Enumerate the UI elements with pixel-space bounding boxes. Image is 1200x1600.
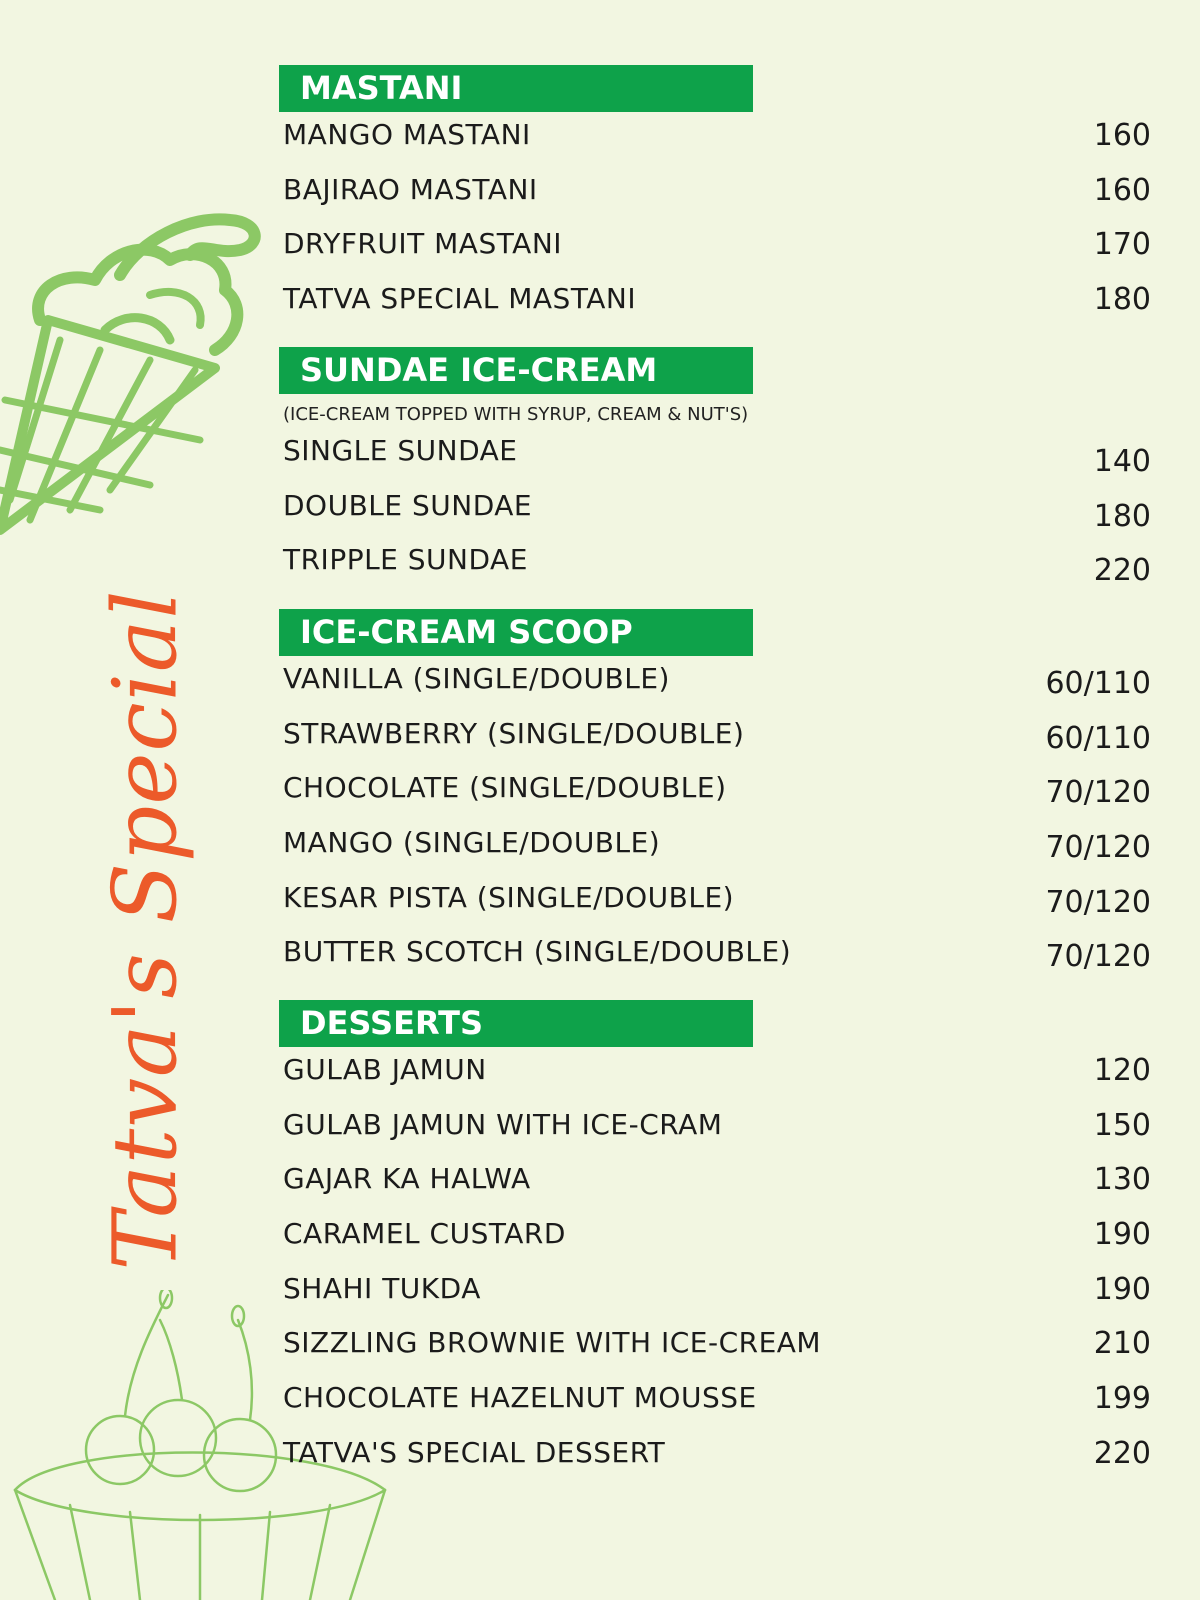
section-header: MASTANI — [279, 65, 753, 112]
menu-item — [279, 820, 1151, 875]
item-price: 170 — [1093, 227, 1151, 263]
menu-item — [279, 1320, 1151, 1375]
item-price: 60/110 — [1045, 720, 1151, 756]
section-desserts — [279, 1000, 1151, 1485]
item-name: DOUBLE SUNDAE — [283, 488, 533, 522]
menu-item — [279, 537, 1151, 592]
item-price: 70/120 — [1045, 884, 1151, 920]
menu-item — [279, 221, 1151, 276]
menu-item — [279, 112, 1151, 167]
item-price: 70/120 — [1045, 830, 1151, 866]
item-price: 220 — [1093, 1435, 1151, 1471]
item-price: 120 — [1093, 1053, 1151, 1088]
item-name: DRYFRUIT MASTANI — [283, 227, 563, 261]
section-mastani — [279, 65, 1151, 331]
item-price: 140 — [1093, 444, 1151, 479]
menu-item — [279, 929, 1151, 984]
item-name: CARAMEL CUSTARD — [283, 1217, 566, 1251]
item-price: 199 — [1093, 1381, 1151, 1417]
menu-item — [279, 711, 1151, 766]
section-sundae — [279, 347, 1151, 592]
menu-item — [279, 765, 1151, 820]
item-name: BUTTER SCOTCH (SINGLE/DOUBLE) — [283, 935, 792, 969]
menu-item — [279, 1156, 1151, 1211]
item-price: 180 — [1093, 498, 1151, 534]
menu-item — [279, 1430, 1151, 1485]
section-note: (ICE-CREAM TOPPED WITH SYRUP, CREAM & NUT'S) — [283, 404, 749, 425]
ice-cream-cone-icon — [0, 200, 275, 540]
item-price: 160 — [1093, 118, 1151, 153]
menu-item — [279, 1375, 1151, 1430]
item-price: 210 — [1093, 1326, 1151, 1362]
item-name: GULAB JAMUN — [283, 1053, 487, 1086]
item-name: BAJIRAO MASTANI — [283, 172, 538, 206]
menu-item — [279, 1047, 1151, 1102]
item-name: STRAWBERRY (SINGLE/DOUBLE) — [283, 716, 745, 750]
menu-item — [279, 1266, 1151, 1321]
section-ice-cream-scoop — [279, 609, 1151, 984]
item-price: 220 — [1093, 553, 1151, 589]
menu-item — [279, 656, 1151, 711]
item-name: MANGO MASTANI — [283, 118, 531, 151]
brand-script-title: Tatva's Special — [93, 589, 197, 1271]
menu-item — [279, 483, 1151, 538]
item-name: TATVA SPECIAL MASTANI — [283, 282, 637, 316]
menu-item — [279, 1102, 1151, 1157]
item-price: 190 — [1093, 1271, 1151, 1307]
item-name: CHOCOLATE HAZELNUT MOUSSE — [283, 1381, 757, 1415]
item-price: 70/120 — [1045, 775, 1151, 811]
item-price: 130 — [1093, 1162, 1151, 1198]
item-price: 190 — [1093, 1217, 1151, 1253]
section-header: DESSERTS — [279, 1000, 753, 1047]
item-name: SINGLE SUNDAE — [283, 434, 518, 467]
menu-item — [279, 428, 1151, 483]
item-name: VANILLA (SINGLE/DOUBLE) — [283, 662, 670, 695]
section-header: SUNDAE ICE-CREAM — [279, 347, 753, 394]
item-name: MANGO (SINGLE/DOUBLE) — [283, 826, 661, 860]
item-name: KESAR PISTA (SINGLE/DOUBLE) — [283, 880, 735, 914]
item-name: TRIPPLE SUNDAE — [283, 543, 528, 577]
menu-item — [279, 167, 1151, 222]
item-price: 70/120 — [1045, 939, 1151, 975]
item-price: 160 — [1093, 172, 1151, 208]
item-name: GAJAR KA HALWA — [283, 1162, 531, 1196]
item-name: GULAB JAMUN WITH ICE-CRAM — [283, 1107, 723, 1141]
item-name: CHOCOLATE (SINGLE/DOUBLE) — [283, 771, 727, 805]
item-price: 180 — [1093, 282, 1151, 318]
item-name: SIZZLING BROWNIE WITH ICE-CREAM — [283, 1326, 822, 1360]
menu-item — [279, 276, 1151, 331]
item-price: 60/110 — [1045, 666, 1151, 701]
item-name: SHAHI TUKDA — [283, 1271, 481, 1305]
item-name: TATVA'S SPECIAL DESSERT — [283, 1435, 666, 1469]
section-header: ICE-CREAM SCOOP — [279, 609, 753, 656]
item-price: 150 — [1093, 1107, 1151, 1143]
menu-item — [279, 875, 1151, 930]
menu-item — [279, 1211, 1151, 1266]
